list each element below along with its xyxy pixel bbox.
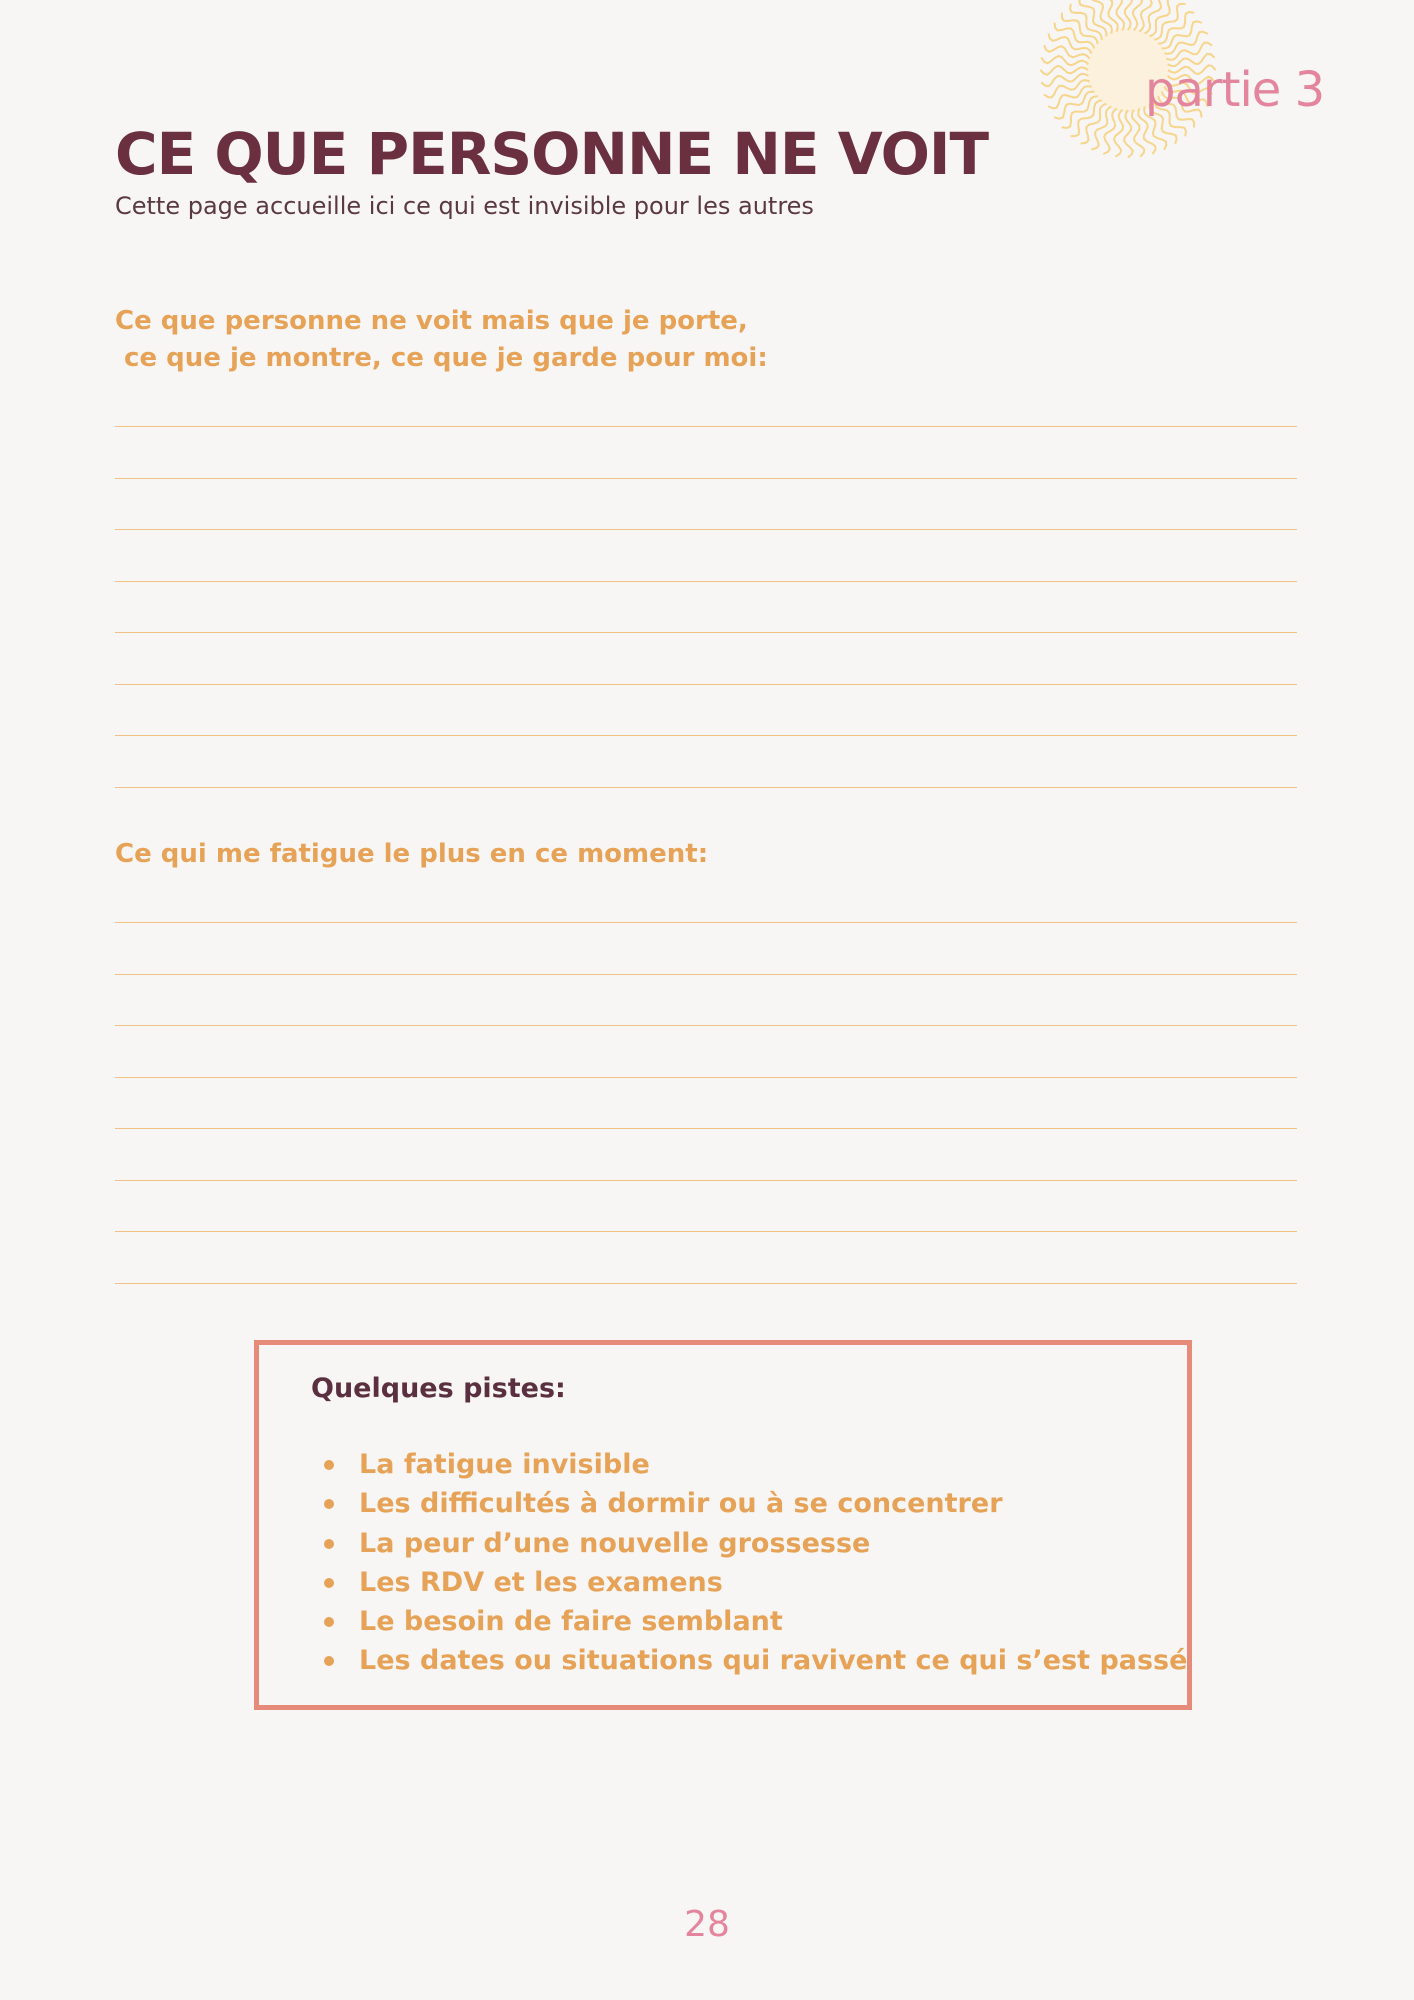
writing-line bbox=[115, 787, 1297, 788]
prompt-line: Ce qui me fatigue le plus en ce moment: bbox=[115, 839, 709, 869]
bullet-icon bbox=[324, 1656, 334, 1666]
tip-text: Le besoin de faire semblant bbox=[359, 1606, 783, 1638]
tip-item bbox=[311, 1602, 1187, 1641]
tip-item bbox=[311, 1641, 1187, 1680]
tip-text: Les RDV et les examens bbox=[359, 1566, 723, 1598]
sun-ray bbox=[1041, 74, 1088, 86]
writing-line bbox=[115, 632, 1297, 633]
writing-line bbox=[115, 974, 1297, 975]
tip-text: Les difficultés à dormir ou à se concentrer bbox=[359, 1488, 1003, 1520]
writing-line bbox=[115, 1077, 1297, 1078]
bullet-icon bbox=[324, 1499, 334, 1509]
writing-line bbox=[115, 1231, 1297, 1232]
writing-line bbox=[115, 581, 1297, 582]
sun-ray bbox=[1132, 110, 1144, 157]
tip-item bbox=[311, 1563, 1187, 1602]
page-title: CE QUE PERSONNE NE VOIT bbox=[115, 120, 989, 188]
prompt-line: ce que je montre, ce que je garde pour moi: bbox=[115, 343, 768, 373]
page-subtitle: Cette page accueille ici ce qui est invisible pour les autres bbox=[115, 192, 814, 220]
prompt-fatigue bbox=[115, 836, 708, 873]
prompt-carried bbox=[115, 303, 768, 377]
bullet-icon bbox=[324, 1578, 334, 1588]
writing-area-carried[interactable] bbox=[115, 426, 1297, 789]
tips-heading: Quelques pistes: bbox=[311, 1373, 566, 1404]
writing-line bbox=[115, 684, 1297, 685]
writing-area-fatigue[interactable] bbox=[115, 922, 1297, 1285]
writing-line bbox=[115, 1283, 1297, 1284]
sun-ray bbox=[1041, 56, 1088, 65]
bullet-icon bbox=[324, 1539, 334, 1549]
sun-ray bbox=[1114, 110, 1123, 157]
bullet-icon bbox=[324, 1617, 334, 1627]
writing-line bbox=[115, 478, 1297, 479]
tip-text: La peur d’une nouvelle grossesse bbox=[359, 1527, 871, 1559]
writing-line bbox=[115, 1180, 1297, 1181]
tips-box bbox=[254, 1340, 1192, 1710]
bullet-icon bbox=[324, 1460, 334, 1470]
tip-item bbox=[311, 1484, 1187, 1523]
writing-line bbox=[115, 426, 1297, 427]
writing-line bbox=[115, 922, 1297, 923]
tips-list bbox=[311, 1445, 1187, 1681]
writing-line bbox=[115, 735, 1297, 736]
writing-line bbox=[115, 1025, 1297, 1026]
writing-line bbox=[115, 1128, 1297, 1129]
tip-item bbox=[311, 1445, 1187, 1484]
writing-line bbox=[115, 529, 1297, 530]
section-label: partie 3 bbox=[1145, 62, 1325, 118]
tip-item bbox=[311, 1524, 1187, 1563]
tip-text: La fatigue invisible bbox=[359, 1449, 650, 1480]
tip-text: Les dates ou situations qui ravivent ce qui s’est passé bbox=[359, 1645, 1188, 1677]
page-number: 28 bbox=[684, 1904, 730, 1945]
prompt-line: Ce que personne ne voit mais que je porte, bbox=[115, 306, 748, 336]
